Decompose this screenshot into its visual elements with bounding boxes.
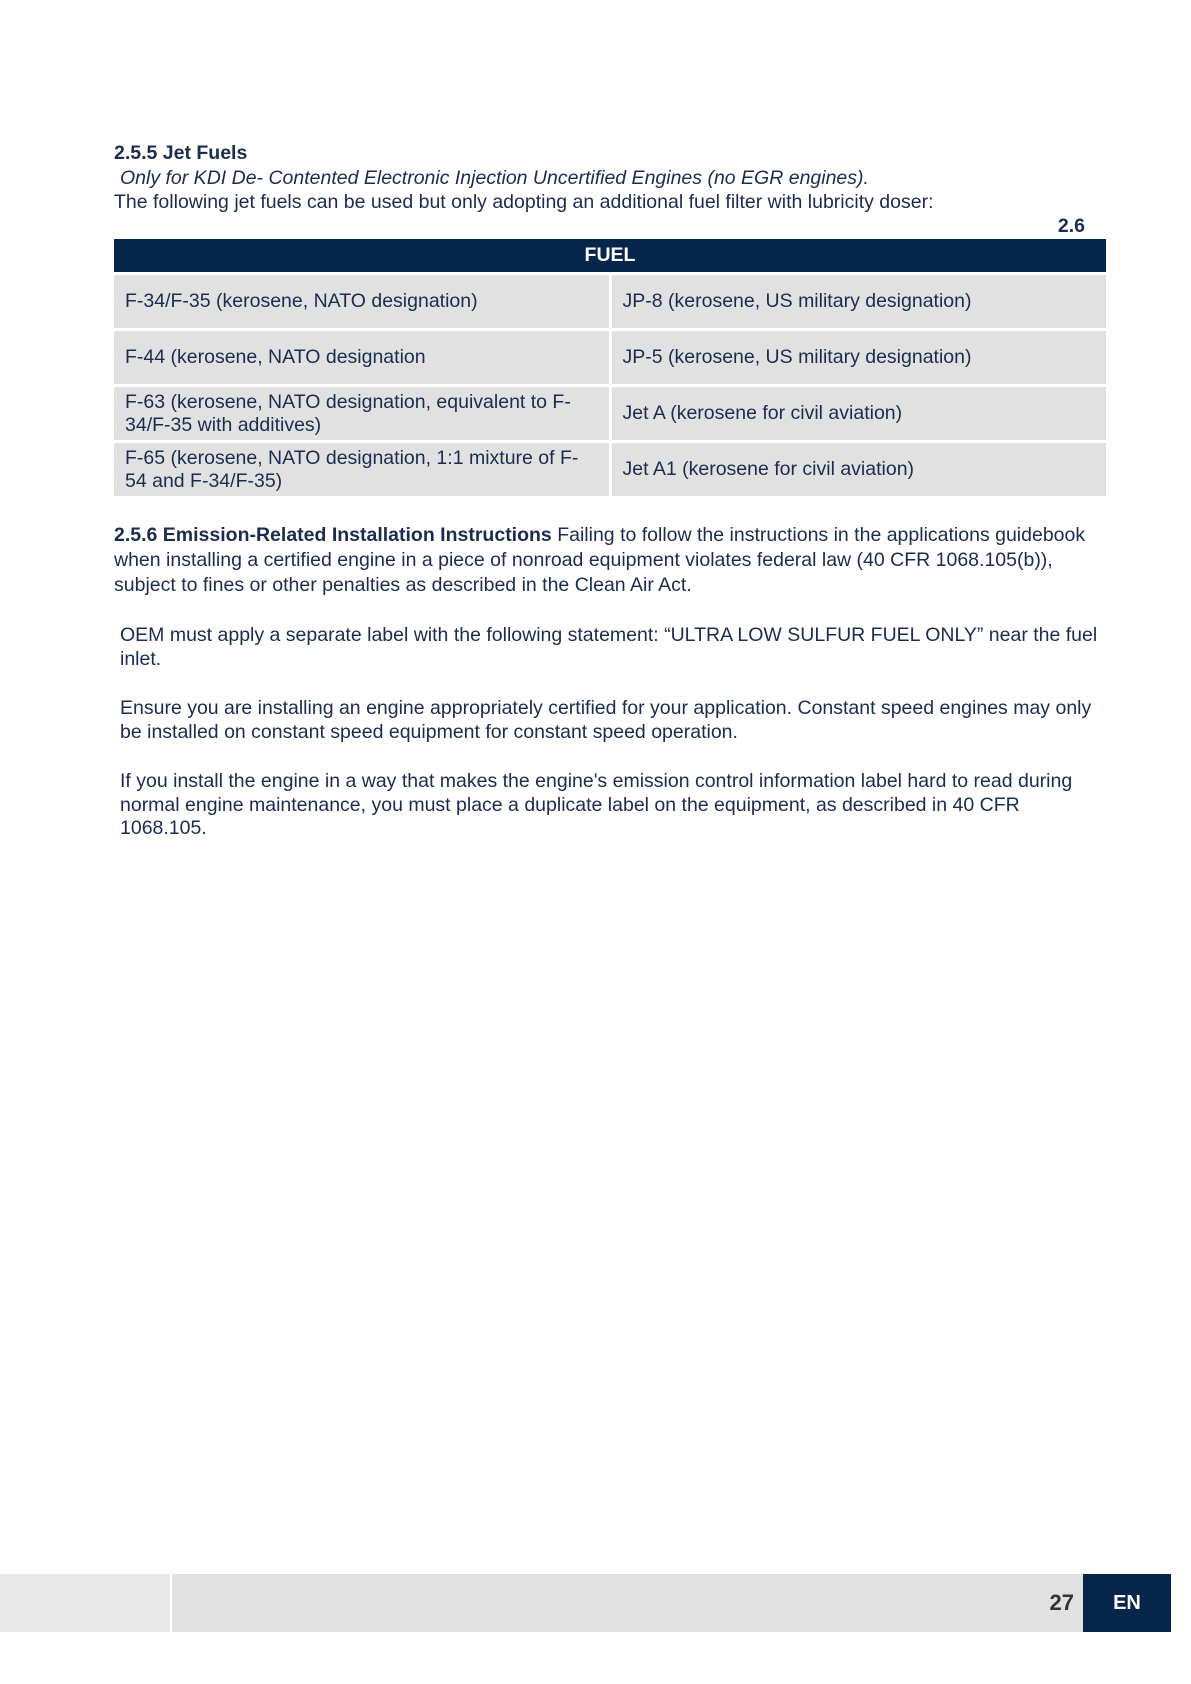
table-row xyxy=(114,442,1106,498)
section-256-title: 2.5.6 Emission-Related Installation Instructions xyxy=(114,524,552,546)
table-row xyxy=(114,330,1106,386)
page-number: 27 xyxy=(1049,1590,1074,1615)
fuel-table-header: FUEL xyxy=(114,239,1106,274)
reference-number: 2.6 xyxy=(1057,215,1085,237)
section-256-body: Failing to follow the instructions in the applications guidebook when installing a certified engine in a piece of nonroad equipment violates federal law (40 CFR 1068.105(b)), subject to fines or other penalties as described in the Clean Air Act. xyxy=(114,524,1086,596)
table-cell-us: JP-8 (kerosene, US military designation) xyxy=(610,274,1106,330)
footer-left-block xyxy=(0,1574,170,1632)
certification-paragraph: Ensure you are installing an engine appropriately certified for your application. Constant speed engines may only be installed on constant speed equipment for constant speed operation. xyxy=(120,697,1092,743)
oem-label-paragraph: OEM must apply a separate label with the following statement: “ULTRA LOW SULFUR FUEL ONLY” near the fuel inlet. xyxy=(120,624,1098,670)
page-content xyxy=(114,141,1106,841)
table-cell-us: Jet A1 (kerosene for civil aviation) xyxy=(610,442,1106,498)
table-row xyxy=(114,386,1106,442)
section-255-intro: The following jet fuels can be used but only adopting an additional fuel filter with lubricity doser: xyxy=(114,190,934,213)
table-row xyxy=(114,274,1106,330)
table-cell-us: JP-5 (kerosene, US military designation) xyxy=(610,330,1106,386)
table-cell-nato: F-65 (kerosene, NATO designation, 1:1 mixture of F-54 and F-34/F-35) xyxy=(114,442,610,498)
language-badge: EN xyxy=(1083,1574,1171,1632)
section-255-title: 2.5.5 Jet Fuels xyxy=(114,142,248,164)
table-cell-nato: F-44 (kerosene, NATO designation xyxy=(114,330,610,386)
table-cell-us: Jet A (kerosene for civil aviation) xyxy=(610,386,1106,442)
table-cell-nato: F-34/F-35 (kerosene, NATO designation) xyxy=(114,274,610,330)
footer-bar xyxy=(172,1574,1083,1632)
table-cell-nato: F-63 (kerosene, NATO designation, equivalent to F-34/F-35 with additives) xyxy=(114,386,610,442)
duplicate-label-paragraph: If you install the engine in a way that makes the engine's emission control information label hard to read during normal engine maintenance, you must place a duplicate label on the equipment, as described in 40 CFR 1068.105. xyxy=(120,770,1073,839)
fuel-table xyxy=(114,239,1106,499)
section-256-paragraph xyxy=(114,523,1106,598)
section-255-note: Only for KDI De- Contented Electronic Injection Uncertified Engines (no EGR engines). xyxy=(120,167,869,189)
